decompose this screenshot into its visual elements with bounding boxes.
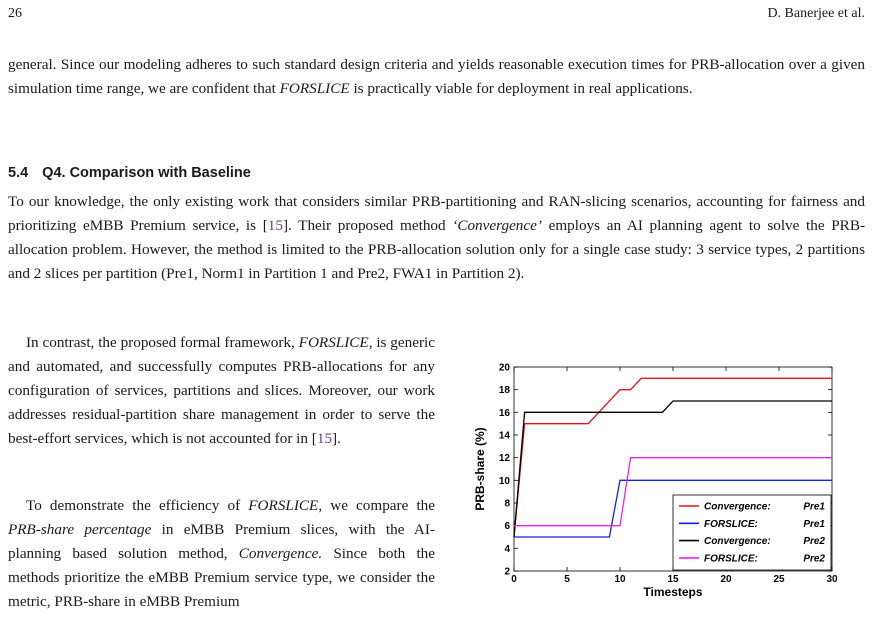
x-tick-label: 20 [720,574,732,585]
y-tick-label: 16 [498,407,510,419]
legend-entry: Convergence: [704,536,771,548]
page-number: 26 [8,6,22,21]
legend-entry: Pre2 [803,553,825,565]
citation-link[interactable]: 15 [316,430,333,447]
y-tick-label: 12 [498,453,510,465]
legend-entry: Pre2 [803,536,825,548]
y-axis-label: PRB-share (%) [473,427,487,511]
legend-entry: Pre1 [803,501,825,513]
y-tick-label: 18 [498,385,510,397]
y-tick-label: 8 [504,498,510,510]
prb-share-chart [470,356,870,616]
legend-entry: Pre1 [803,518,825,530]
section-heading [8,165,251,181]
y-tick-label: 4 [504,543,510,555]
y-tick-label: 14 [498,430,510,442]
x-tick-label: 25 [773,574,785,585]
section-number: 5.4 [8,165,29,181]
y-tick-label: 10 [498,475,510,487]
x-tick-label: 5 [564,574,570,585]
paragraph-demonstrate: To demonstrate the efficiency of FORSLICE, we compare the PRB-share percentage in eMBB Premium slices, with the AI-planning based solution method, Convergence. Since both the methods prioritize the eMBB Premium service type, we consider the metric, PRB-share in eMBB Premium [8,497,436,610]
x-tick-label: 10 [614,574,626,585]
running-head-author: D. Banerjee et al. [767,6,865,21]
x-tick-label: 0 [511,574,517,585]
y-tick-label: 6 [504,521,510,533]
section-title: Q4. Comparison with Baseline [42,165,251,181]
x-axis-label: Timesteps [643,585,703,599]
y-tick-label: 2 [504,566,510,578]
y-tick-label: 20 [498,362,510,374]
legend-entry: Convergence: [704,501,771,513]
paragraph-intro: general. Since our modeling adheres to such standard design criteria and yields reasonable execution times for PRB-allocation over a given simulation time range, we are confident that FORSLICE is practically viable for deployment in real applications. [8,56,865,97]
legend-entry: FORSLICE: [704,518,758,530]
x-tick-label: 30 [826,574,838,585]
legend-entry: FORSLICE: [704,553,758,565]
paragraph-contrast: In contrast, the proposed formal framework, FORSLICE, is generic and automated, and successfully computes PRB-allocations for any configuration of services, partitions and slices. Moreover, our work addresses residual-partition share management in order to serve the best-effort services, which is not accounted for in [15]. [8,334,435,447]
citation-link[interactable]: 15 [267,217,283,234]
x-tick-label: 15 [667,574,679,585]
paragraph-baseline: To our knowledge, the only existing work that considers similar PRB-partitioning and RAN-slicing scenarios, accounting for fairness and prioritizing eMBB Premium service, is [15]. Their proposed method ‘Convergence’ employs an AI planning agent to solve the PRB-allocation problem. However, the method is limited to the PRB-allocation solution only for a single case study: 3 service types, 2 partitions and 2 slices per partition (Pre1, Norm1 in Partition 1 and Pre2, FWA1 in Partition 2). [8,193,866,282]
